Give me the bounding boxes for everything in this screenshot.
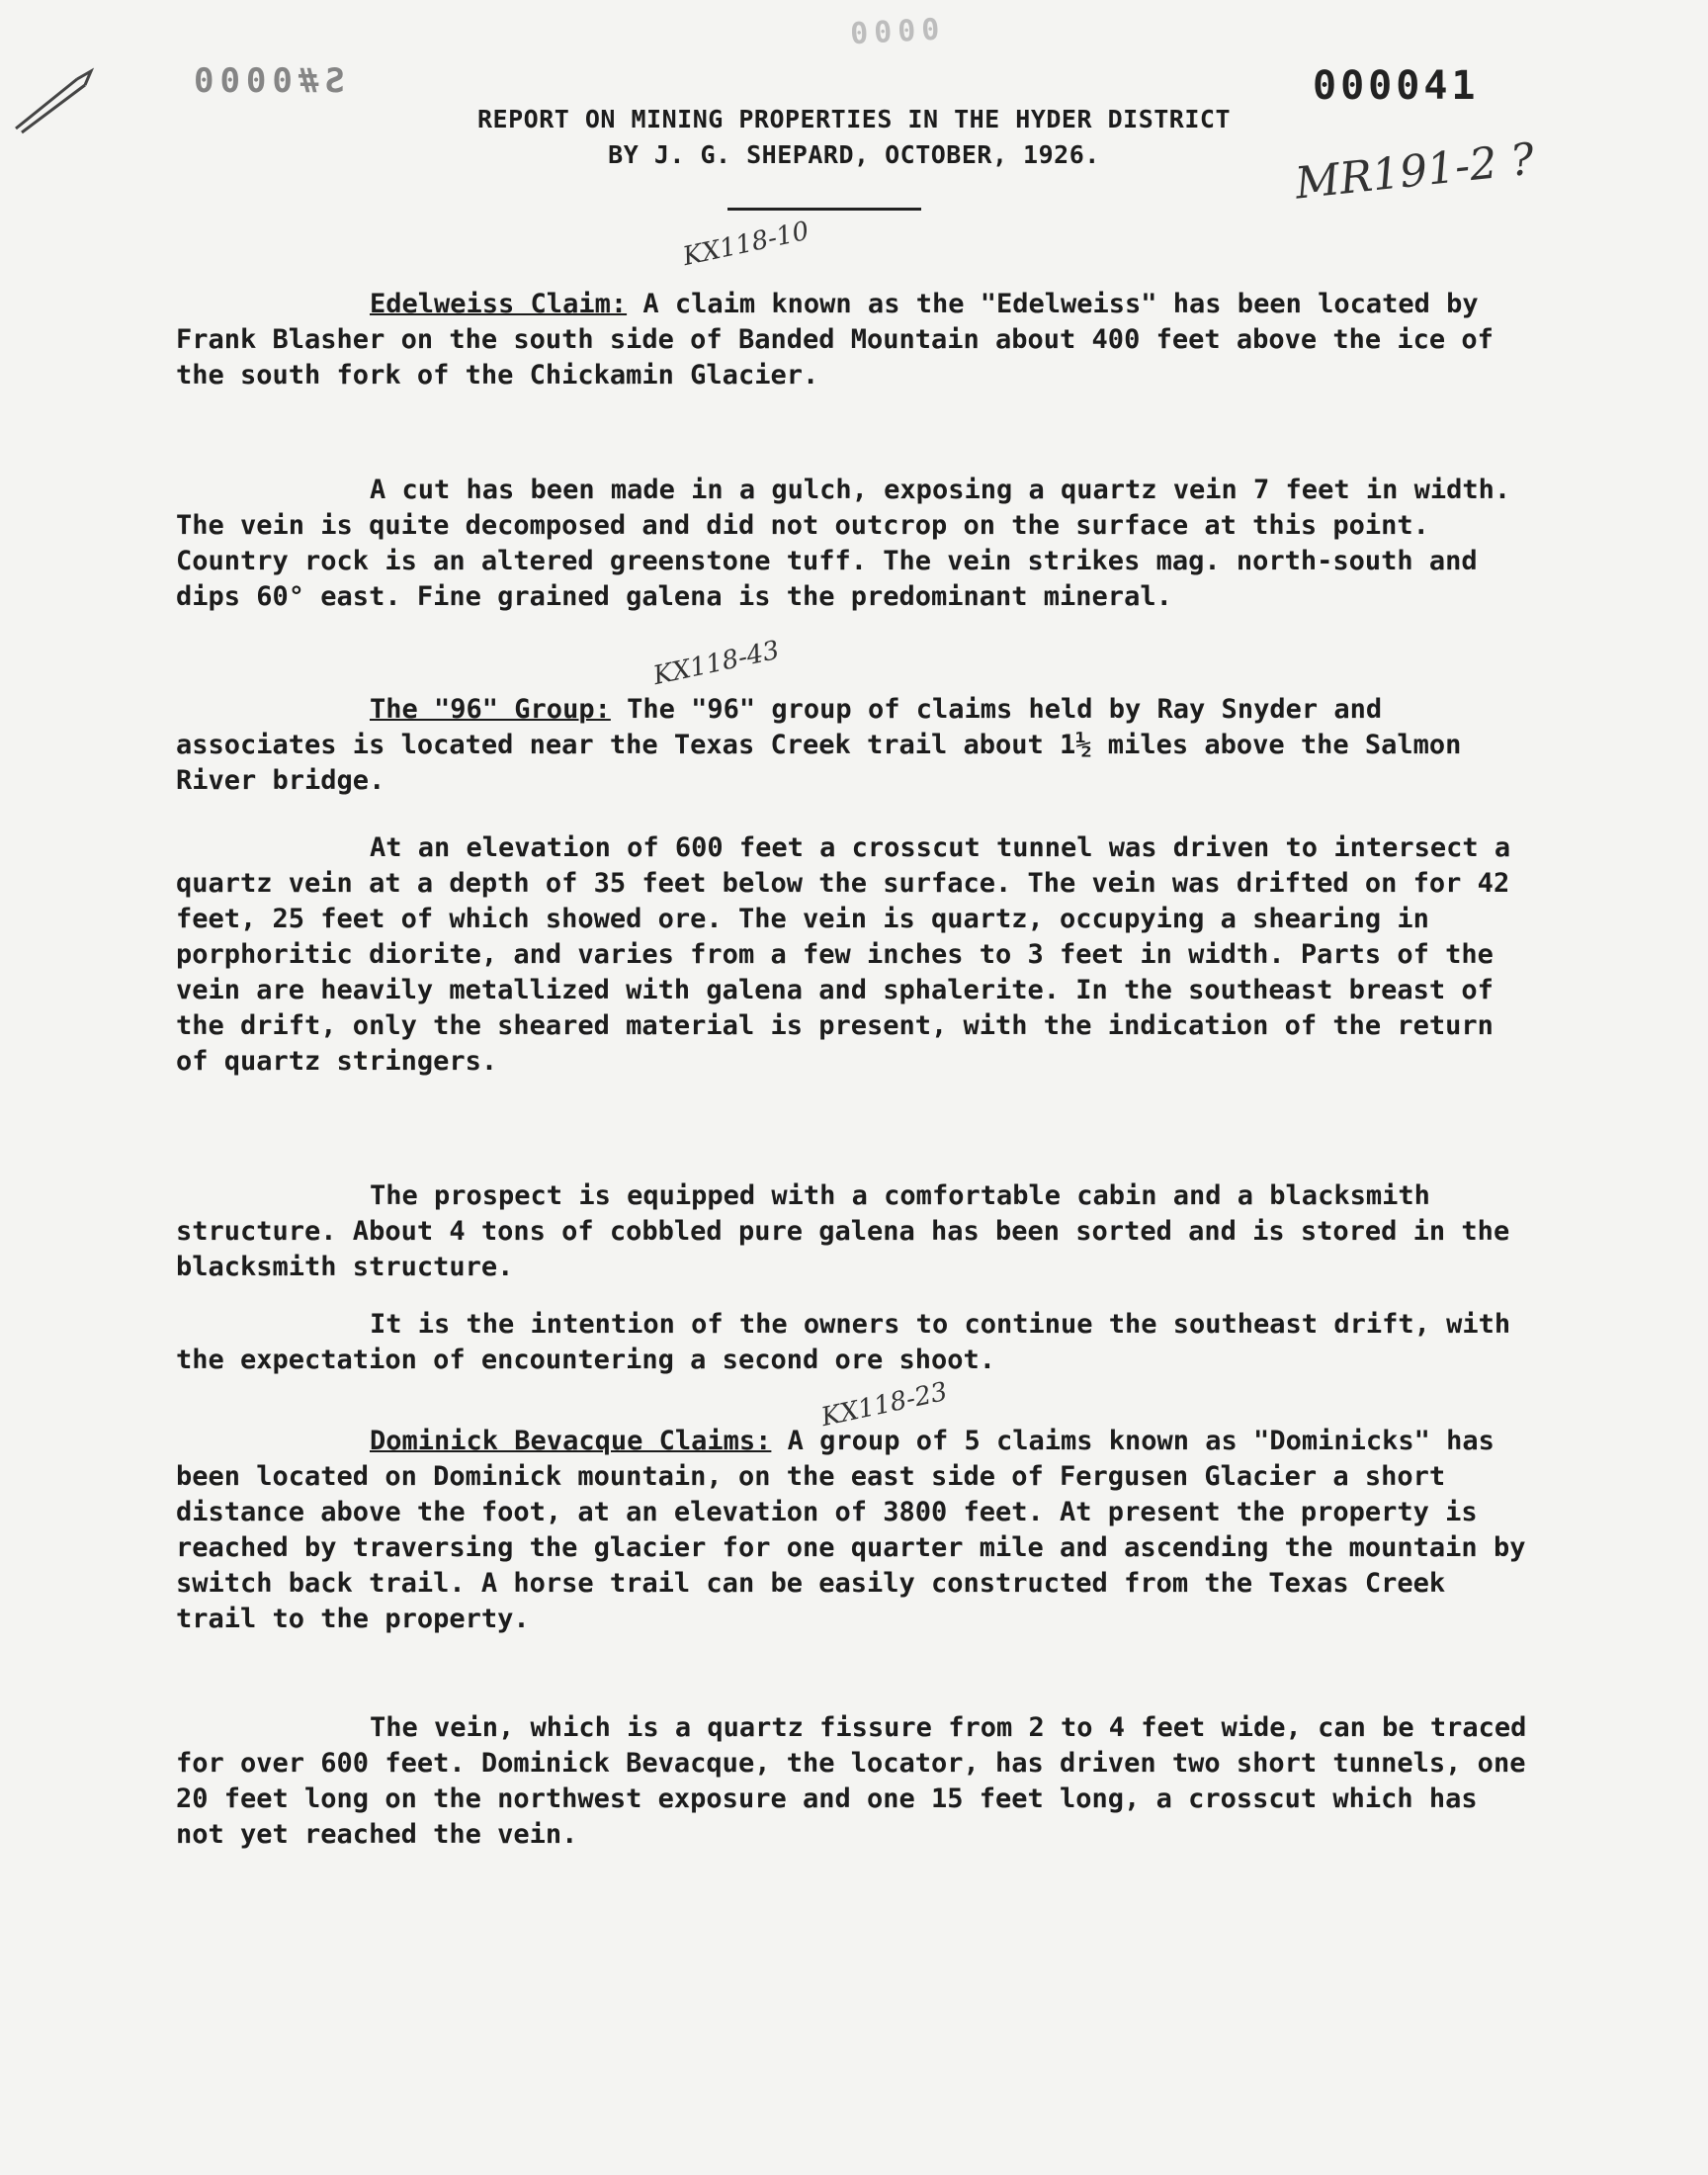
paragraph-edelweiss-2: A cut has been made in a gulch, exposing a quartz vein 7 feet in width. The vein is quite decomposed and did not outcrop on the surface at this point. Country rock is an altered greenstone tuff. The vein strikes mag. north-south and dips 60° east. Fine grained galena is the predominant mineral. bbox=[176, 475, 1511, 612]
dominick-heading: Dominick Bevacque Claims: bbox=[370, 1426, 772, 1456]
report-byline: BY J. G. SHEPARD, OCTOBER, 1926. bbox=[608, 140, 1100, 169]
paragraph-dominick-1: Dominick Bevacque Claims: A group of 5 claims known as "Dominicks" has been located on Dominick mountain, on the east side of Fergusen Glacier a short distance above the foot, at an elevation of 3800 feet. At present the property is reached by traversing the glacier for one quarter mile and ascending the mountain by switch back trail. A horse trail can be easily constructed from the Texas Creek trail to the property. bbox=[176, 1426, 1526, 1634]
paragraph-96-4: It is the intention of the owners to continue the southeast drift, with the expectation of encountering a second ore shoot. bbox=[176, 1309, 1511, 1375]
paragraph-96-1: The "96" Group: The "96" group of claims held by Ray Snyder and associates is located near the Texas Creek trail about 1½ miles above the Salmon River bridge. bbox=[176, 694, 1462, 796]
report-title: REPORT ON MINING PROPERTIES IN THE HYDER DISTRICT bbox=[476, 105, 1231, 133]
handwritten-mr-number: MR191-2 ? bbox=[1292, 133, 1537, 210]
stamp-top: 0000 bbox=[849, 9, 947, 49]
edelweiss-heading: Edelweiss Claim: bbox=[370, 289, 628, 319]
paragraph-96-3: The prospect is equipped with a comfortable cabin and a blacksmith structure. About 4 tons of cobbled pure galena has been sorted and is stored in the blacksmith structure. bbox=[176, 1180, 1510, 1282]
handwritten-annotation-96: KX118-43 bbox=[650, 635, 783, 692]
handwritten-annotation-dominick: KX118-23 bbox=[818, 1376, 951, 1434]
paragraph-96-2: At an elevation of 600 feet a crosscut tunnel was driven to intersect a quartz vein at a depth of 35 feet below the surface. The vein was drifted on for 42 feet, 25 feet of which showed ore. The vein is quartz, occupying a shearing in porphoritic diorite, and varies from a few inches to 3 feet in width. Parts of the vein are heavily metallized with galena and sphalerite. In the southeast breast of the drift, only the sheared material is present, with the indication of the return of quartz stringers. bbox=[176, 832, 1511, 1077]
page-number-stamp: 000041 bbox=[1313, 63, 1480, 109]
stamp-left: S#0000 bbox=[188, 61, 345, 101]
pencil-mark-icon bbox=[8, 59, 97, 138]
title-rule bbox=[727, 208, 921, 211]
paragraph-dominick-2: The vein, which is a quartz fissure from 2 to 4 feet wide, can be traced for over 600 feet. Dominick Bevacque, the locator, has driven two short tunnels, one 20 feet long on the northwest exposure and one 15 feet long, a crosscut which has not yet reached the vein. bbox=[176, 1712, 1527, 1850]
handwritten-annotation-edelweiss: KX118-10 bbox=[680, 216, 812, 273]
paragraph-edelweiss-1: Edelweiss Claim: A claim known as the "Edelweiss" has been located by Frank Blasher on the south side of Banded Mountain about 400 feet above the ice of the south fork of the Chickamin Glacier. bbox=[176, 289, 1494, 391]
group96-heading: The "96" Group: bbox=[370, 694, 611, 725]
